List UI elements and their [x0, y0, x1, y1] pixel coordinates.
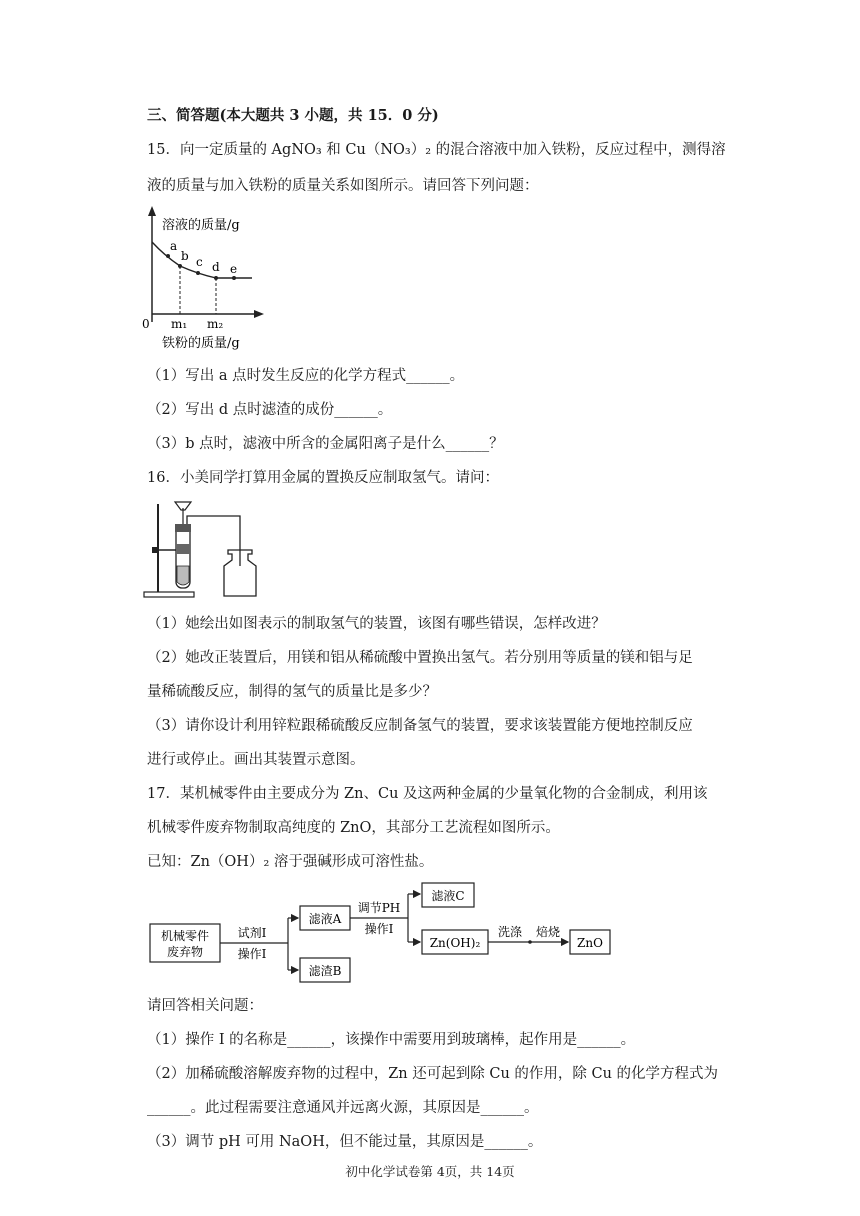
- q15-sub1: （1）写出 a 点时发生反应的化学方程式______。: [147, 368, 465, 384]
- q17-sub1: （1）操作 I 的名称是______，该操作中需要用到玻璃棒，起作用是______。: [147, 1032, 636, 1048]
- q17-sub3: （3）调节 pH 可用 NaOH，但不能过量，其原因是______。: [147, 1134, 543, 1150]
- tick-m2: m₂: [207, 317, 224, 331]
- point-c: [196, 271, 200, 275]
- q15-stem-line1: 15．向一定质量的 AgNO₃ 和 Cu（NO₃）₂ 的混合溶液中加入铁粉，反应过程中，测得溶: [147, 142, 726, 158]
- arrow-adjust-ph-bottom: 操作I: [364, 922, 394, 936]
- q17-sub2-line1: （2）加稀硫酸溶解废弃物的过程中，Zn 还可起到除 Cu 的作用，除 Cu 的化学方程式为: [147, 1066, 719, 1082]
- x-axis-label: 铁粉的质量/g: [162, 336, 240, 351]
- flow-dot: [528, 940, 532, 944]
- q15-sub2: （2）写出 d 点时滤渣的成份______。: [147, 402, 393, 418]
- label-d: d: [212, 260, 220, 274]
- rubber-stopper: [175, 524, 191, 532]
- origin-label: 0: [142, 317, 150, 331]
- q17-prompt: 请回答相关问题：: [147, 998, 263, 1014]
- q15-sub3: （3）b 点时，滤液中所含的金属阳离子是什么______？: [147, 436, 504, 452]
- tick-m1: m₁: [171, 317, 188, 331]
- acid-liquid: [177, 566, 189, 585]
- box-waste-label2: 废弃物: [166, 945, 204, 959]
- point-d: [214, 276, 218, 280]
- label-b: b: [181, 249, 189, 263]
- point-a: [166, 254, 170, 258]
- x-axis-arrow: [254, 310, 264, 318]
- box-filtrate-a-label: 滤液A: [308, 912, 342, 926]
- box-znoh2-label: Zn(OH)₂: [429, 936, 481, 950]
- label-a: a: [170, 239, 178, 253]
- label-c: c: [196, 255, 203, 269]
- arrow-adjust-ph-top: 调节PH: [357, 901, 401, 915]
- point-b: [178, 264, 182, 268]
- q16-stem: 16．小美同学打算用金属的置换反应制取氢气。请问：: [147, 470, 499, 486]
- box-filtrate-c-label: 滤液C: [431, 889, 465, 903]
- arrow-reagent-bottom: 操作I: [237, 947, 267, 961]
- box-residue-b-label: 滤渣B: [308, 964, 342, 978]
- y-axis-arrow: [148, 206, 156, 216]
- step-burn: 焙烧: [535, 925, 561, 939]
- q16-sub2-line2: 量稀硫酸反应，制得的氢气的质量比是多少？: [147, 684, 437, 700]
- section-title: 三、简答题(本大题共 3 小题，共 15．0 分): [147, 107, 439, 124]
- label-e: e: [230, 262, 238, 276]
- q16-sub3-line1: （3）请你设计利用锌粒跟稀硫酸反应制备氢气的装置，要求该装置能方便地控制反应: [147, 718, 693, 734]
- q16-sub2-line1: （2）她改正装置后，用镁和铝从稀硫酸中置换出氢气。若分别用等质量的镁和铝与足: [147, 650, 693, 666]
- y-axis-label: 溶液的质量/g: [162, 218, 240, 233]
- q16-apparatus-figure: [140, 496, 270, 604]
- q16-sub3-line2: 进行或停止。画出其装置示意图。: [147, 752, 365, 768]
- box-waste-label1: 机械零件: [160, 929, 210, 943]
- stand-base: [144, 592, 194, 597]
- q17-known: 已知：Zn（OH）₂ 溶于强碱形成可溶性盐。: [147, 854, 434, 870]
- q17-sub2-line2: ______。此过程需要注意通风并远离火源，其原因是______。: [147, 1100, 539, 1116]
- clamp-knob: [152, 547, 157, 553]
- q16-sub1: （1）她绘出如图表示的制取氢气的装置，该图有哪些错误，怎样改进？: [147, 616, 606, 632]
- q15-mass-chart: [140, 204, 270, 354]
- box-zno-label: ZnO: [577, 936, 603, 950]
- page-footer: 初中化学试卷第 4页，共 14页: [345, 1164, 515, 1179]
- tube-clamp: [176, 544, 190, 554]
- q17-stem-line1: 17．某机械零件由主要成分为 Zn、Cu 及这两种金属的少量氧化物的合金制成，利用该: [147, 786, 708, 802]
- q17-stem-line2: 机械零件废弃物制取高纯度的 ZnO，其部分工艺流程如图所示。: [147, 820, 560, 836]
- q15-stem-line2: 液的质量与加入铁粉的质量关系如图所示。请回答下列问题：: [147, 178, 539, 194]
- arrow-reagent-top: 试剂I: [237, 926, 267, 940]
- point-e: [232, 276, 236, 280]
- q17-process-flow: [140, 880, 620, 984]
- step-wash: 洗涤: [497, 925, 523, 939]
